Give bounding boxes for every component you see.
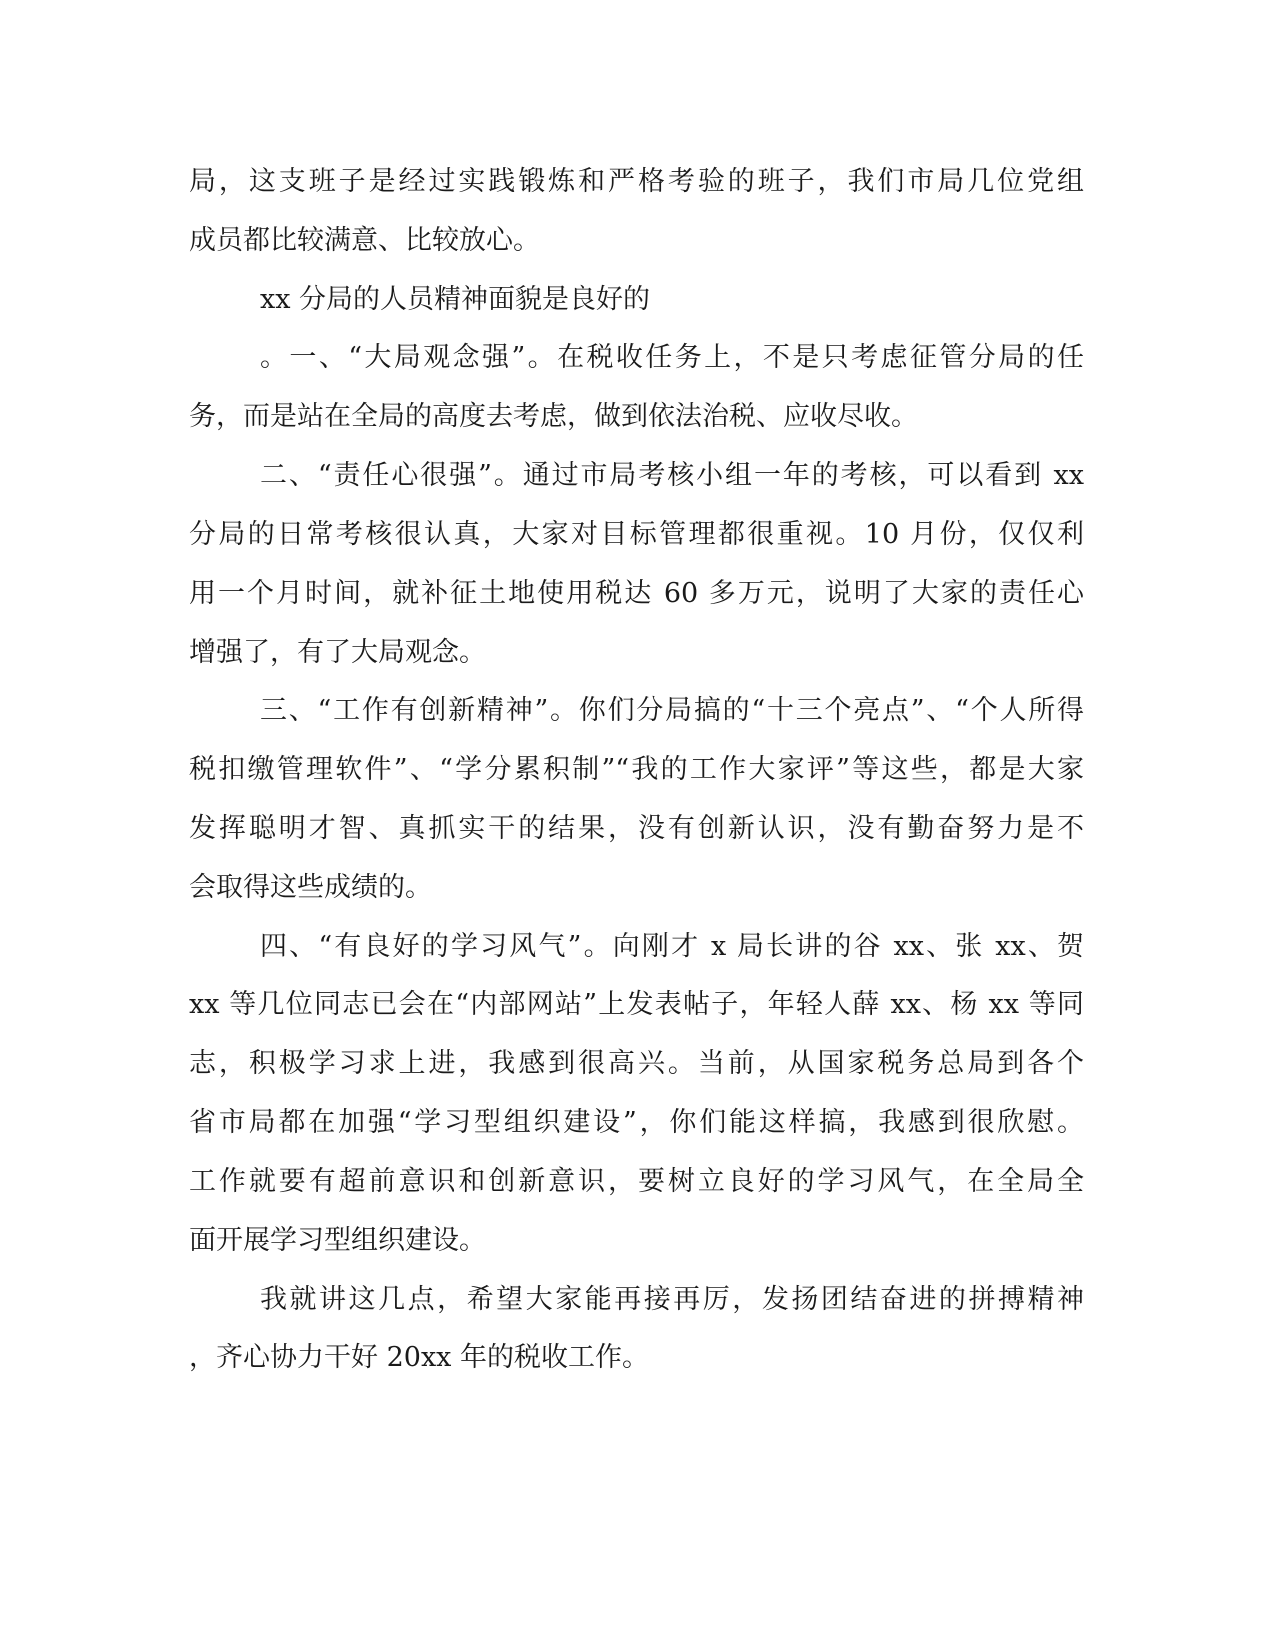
text-line: 二、“责任心很强”。通过市局考核小组一年的考核，可以看到 xx [260, 460, 1084, 491]
text-line: ，齐心协力干好 20xx 年的税收工作。 [189, 1342, 649, 1373]
text-line: 务，而是站在全局的高度去考虑，做到依法治税、应收尽收。 [189, 401, 918, 432]
text-line: 用一个月时间，就补征土地使用税达 60 多万元，说明了大家的责任心 [189, 578, 1084, 609]
text-line: 会取得这些成绩的。 [189, 872, 432, 903]
text-line: 分局的日常考核很认真，大家对目标管理都很重视。10 月份，仅仅利 [189, 519, 1084, 550]
text-line: 志，积极学习求上进，我感到很高兴。当前，从国家税务总局到各个 [189, 1048, 1084, 1079]
text-line: 面开展学习型组织建设。 [189, 1225, 486, 1256]
text-line: 。一、“大局观念强”。在税收任务上，不是只考虑征管分局的任 [260, 342, 1084, 373]
text-line: 工作就要有超前意识和创新意识，要树立良好的学习风气，在全局全 [189, 1166, 1084, 1197]
text-line: xx 等几位同志已会在“内部网站”上发表帖子，年轻人薛 xx、杨 xx 等同 [189, 989, 1084, 1020]
text-line: 税扣缴管理软件”、“学分累积制”“我的工作大家评”等这些，都是大家 [189, 754, 1084, 785]
text-line: 四、“有良好的学习风气”。向刚才 x 局长讲的谷 xx、张 xx、贺 [260, 931, 1084, 962]
text-line: 省市局都在加强“学习型组织建设”，你们能这样搞，我感到很欣慰。 [189, 1107, 1084, 1138]
text-line: 发挥聪明才智、真抓实干的结果，没有创新认识，没有勤奋努力是不 [189, 813, 1084, 844]
text-line: 增强了，有了大局观念。 [189, 637, 486, 668]
text-line: 局，这支班子是经过实践锻炼和严格考验的班子，我们市局几位党组 [189, 166, 1084, 197]
text-line: 成员都比较满意、比较放心。 [189, 225, 540, 256]
text-line: xx 分局的人员精神面貌是良好的 [260, 284, 651, 315]
text-line: 三、“工作有创新精神”。你们分局搞的“十三个亮点”、“个人所得 [260, 695, 1084, 726]
text-line: 我就讲这几点，希望大家能再接再厉，发扬团结奋进的拼搏精神 [260, 1284, 1084, 1315]
